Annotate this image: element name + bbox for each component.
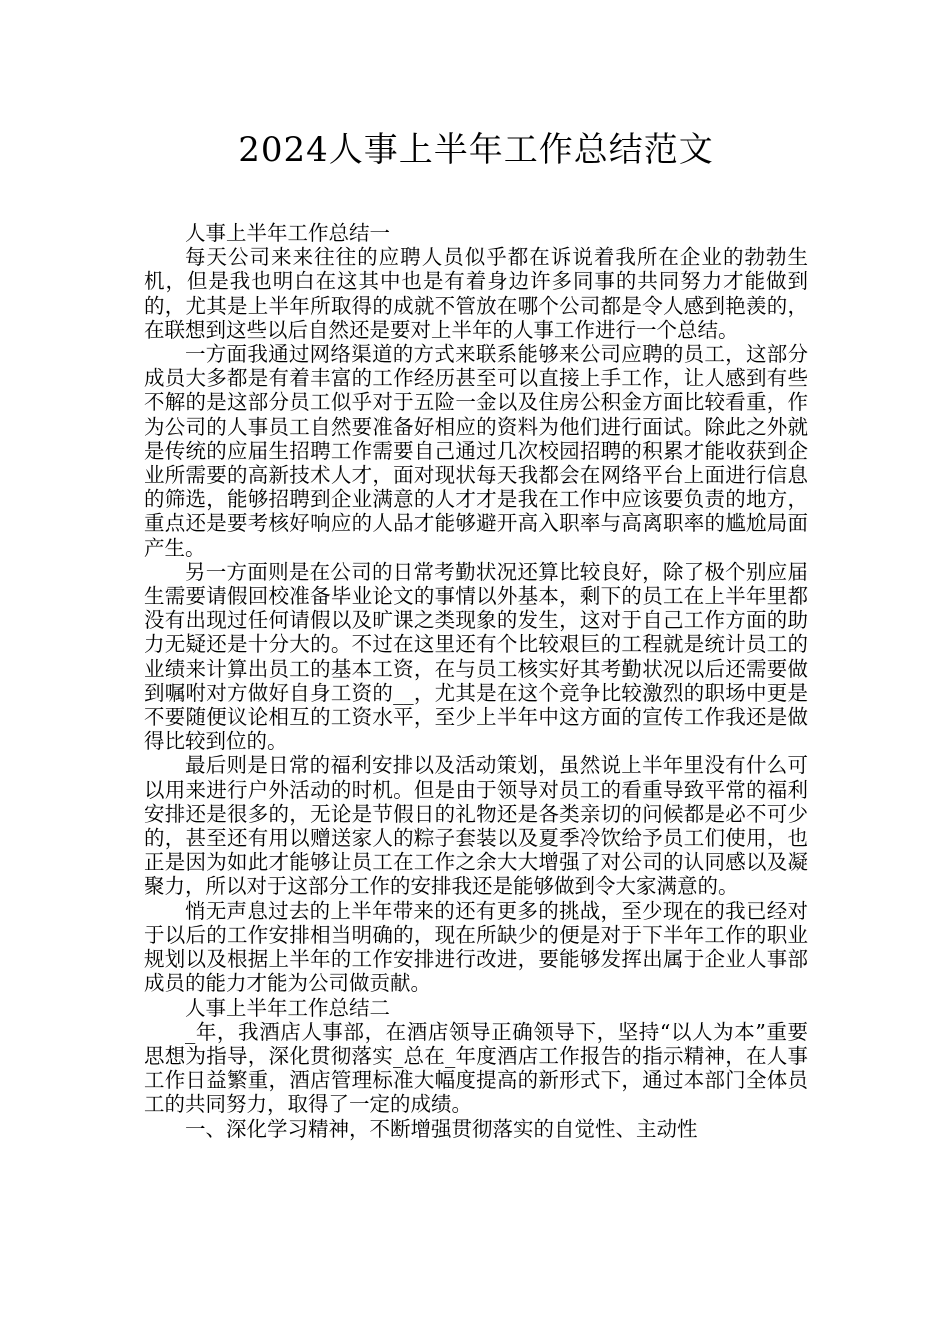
paragraph: 最后则是日常的福利安排以及活动策划，虽然说上半年里没有什么可以用来进行户外活动的时机。但是由于领导对员工的看重导致平常的福利安排还是很多的，无论是节假日的礼物还是各类亲切的问候都是必不可少的，甚至还有用以赠送家人的粽子套装以及夏季冷饮给予员工们使用，也正是因为如此才能够让员工在工作之余大大增强了对公司的认同感以及凝聚力，所以对于这部分工作的安排我还是能够做到令大家满意的。 bbox=[144, 753, 808, 899]
paragraph: 另一方面则是在公司的日常考勤状况还算比较良好，除了极个别应届生需要请假回校准备毕业论文的事情以外基本，剩下的员工在上半年里都没有出现过任何请假以及旷课之类现象的发生，这对于自己工作方面的助力无疑还是十分大的。不过在这里还有个比较艰巨的工程就是统计员工的业绩来计算出员工的基本工资，在与员工核实好其考勤状况以后还需要做到嘱咐对方做好自身工资的__，尤其是在这个竞争比较激烈的职场中更是不要随便议论相互的工资水平，至少上半年中这方面的宣传工作我还是做得比较到位的。 bbox=[144, 559, 808, 754]
document-title: 2024人事上半年工作总结范文 bbox=[238, 130, 714, 170]
paragraph: _年，我酒店人事部，在酒店领导正确领导下，坚持“以人为本”重要思想为指导，深化贯彻落实_总在_年度酒店工作报告的指示精神，在人事工作日益繁重，酒店管理标准大幅度提高的新形式下，通过本部门全体员工的共同努力，取得了一定的成绩。 bbox=[144, 1019, 808, 1117]
paragraph: 悄无声息过去的上半年带来的还有更多的挑战，至少现在的我已经对于以后的工作安排相当明确的，现在所缺少的便是对于下半年工作的职业规划以及根据上半年的工作安排进行改进，要能够发挥出属于企业人事部成员的能力才能为公司做贡献。 bbox=[144, 898, 808, 996]
section-heading-2: 人事上半年工作总结二 bbox=[185, 995, 390, 1020]
paragraph: 一、深化学习精神，不断增强贯彻落实的自觉性、主动性 bbox=[185, 1116, 698, 1141]
paragraph: 一方面我通过网络渠道的方式来联系能够来公司应聘的员工，这部分成员大多都是有着丰富的工作经历甚至可以直接上手工作，让人感到有些不解的是这部分员工似乎对于五险一金以及住房公积金方面比较看重，作为公司的人事员工自然要准备好相应的资料为他们进行面试。除此之外就是传统的应届生招聘工作需要自己通过几次校园招聘的积累才能收获到企业所需要的高新技术人才，面对现状每天我都会在网络平台上面进行信息的筛选，能够招聘到企业满意的人才才是我在工作中应该要负责的地方，重点还是要考核好响应的人品才能够避开高入职率与高离职率的尴尬局面产生。 bbox=[144, 342, 808, 560]
document-body bbox=[144, 221, 808, 1141]
section-heading-1: 人事上半年工作总结一 bbox=[185, 221, 390, 245]
paragraph: 每天公司来来往往的应聘人员似乎都在诉说着我所在企业的勃勃生机，但是我也明白在这其中也是有着身边许多同事的共同努力才能做到的，尤其是上半年所取得的成就不管放在哪个公司都是令人感到艳羡的，在联想到这些以后自然还是要对上半年的人事工作进行一个总结。 bbox=[144, 245, 808, 342]
